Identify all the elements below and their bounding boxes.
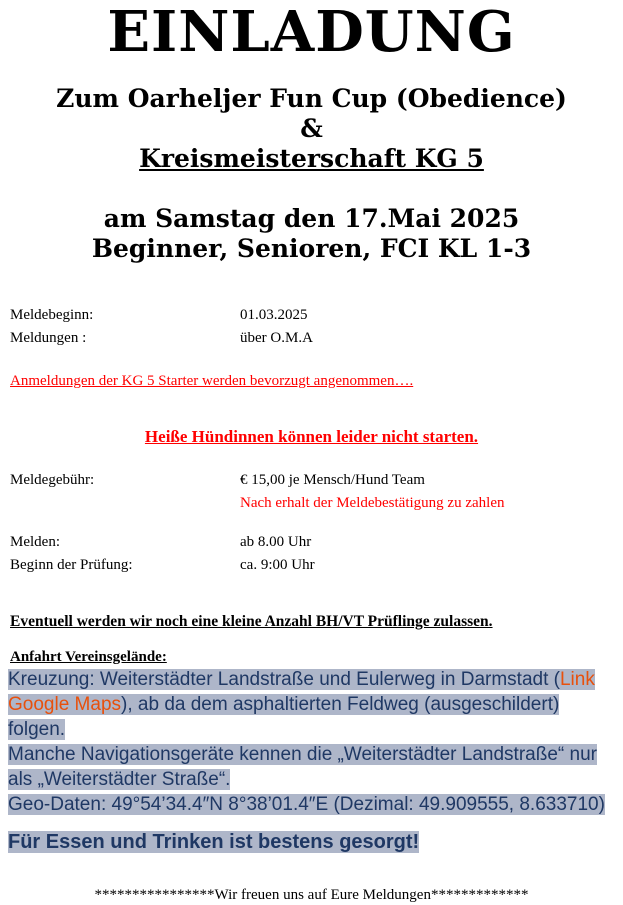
registration-via-label: Meldungen : — [10, 330, 87, 346]
bhvt-admission-note: Eventuell werden wir noch eine kleine Anzahl BH/VT Prüflinge zulassen. — [10, 613, 493, 630]
directions-line-4 — [8, 767, 619, 792]
fee-value: € 15,00 je Mensch/Hund Team — [240, 472, 425, 488]
championship-title: Kreismeisterschaft KG 5 — [139, 144, 484, 173]
fee-row — [10, 469, 615, 515]
registration-via-row — [10, 327, 615, 350]
directions-line-2 — [8, 692, 619, 742]
directions-heading: Anfahrt Vereinsgelände: — [10, 649, 167, 665]
checkin-label: Melden: — [10, 534, 60, 550]
google-maps-link[interactable]: Google Maps — [8, 694, 122, 715]
registration-via-value: über O.M.A — [240, 330, 313, 346]
trial-start-value: ca. 9:00 Uhr — [240, 557, 315, 573]
registration-start-value: 01.03.2025 — [240, 307, 308, 323]
footer-message: ****************Wir freuen uns auf Eure Meldungen************* — [94, 887, 529, 903]
fee-value-column — [240, 469, 504, 515]
event-name: Zum Oarheljer Fun Cup (Obedience) — [56, 84, 567, 113]
checkin-row — [10, 531, 615, 554]
trial-start-row — [10, 554, 615, 577]
directions-line4-text: als „Weiterstädter Straße“. — [8, 769, 231, 790]
directions-line1-text: Kreuzung: Weiterstädter Landstraße und Eulerweg in Darmstadt ( — [8, 669, 560, 690]
schedule-section — [0, 531, 623, 577]
fee-label: Meldegebühr: — [10, 472, 95, 488]
fee-payment-note: Nach erhalt der Meldebestätigung zu zahlen — [240, 495, 505, 511]
bitches-in-heat-note: Heiße Hündinnen können leider nicht starten. — [144, 427, 479, 446]
kg5-priority-note: Anmeldungen der KG 5 Starter werden bevorzugt angenommen…. — [10, 373, 414, 389]
directions-text — [0, 667, 623, 817]
catering-note — [0, 829, 623, 855]
checkin-value: ab 8.00 Uhr — [240, 534, 312, 550]
event-date: am Samstag den 17.Mai 2025 — [103, 204, 520, 233]
trial-start-label: Beginn der Prüfung: — [10, 557, 133, 573]
directions-line-1 — [8, 667, 619, 692]
directions-line3-text: Manche Navigationsgeräte kennen die „Weiterstädter Landstraße“ nur — [8, 744, 597, 765]
registration-info — [0, 304, 623, 350]
geo-coordinates-line — [8, 792, 619, 817]
registration-start-row — [10, 304, 615, 327]
google-maps-link[interactable]: Link — [559, 669, 595, 690]
directions-line2-text: ), ab da dem asphaltierten Feldweg (ausgeschildert) folgen. — [8, 694, 560, 740]
registration-start-label: Meldebeginn: — [10, 307, 94, 323]
geo-coordinates: Geo-Daten: 49°54’34.4″N 8°38’01.4″E (Dezimal: 49.909555, 8.633710) — [8, 794, 605, 815]
ampersand: & — [300, 114, 323, 143]
catering-note-text: Für Essen und Trinken ist bestens gesorgt! — [8, 831, 420, 853]
fee-section — [0, 469, 623, 515]
page-title: EINLADUNG — [107, 0, 516, 65]
directions-line-3 — [8, 742, 619, 767]
event-classes: Beginner, Senioren, FCI KL 1-3 — [91, 234, 532, 263]
